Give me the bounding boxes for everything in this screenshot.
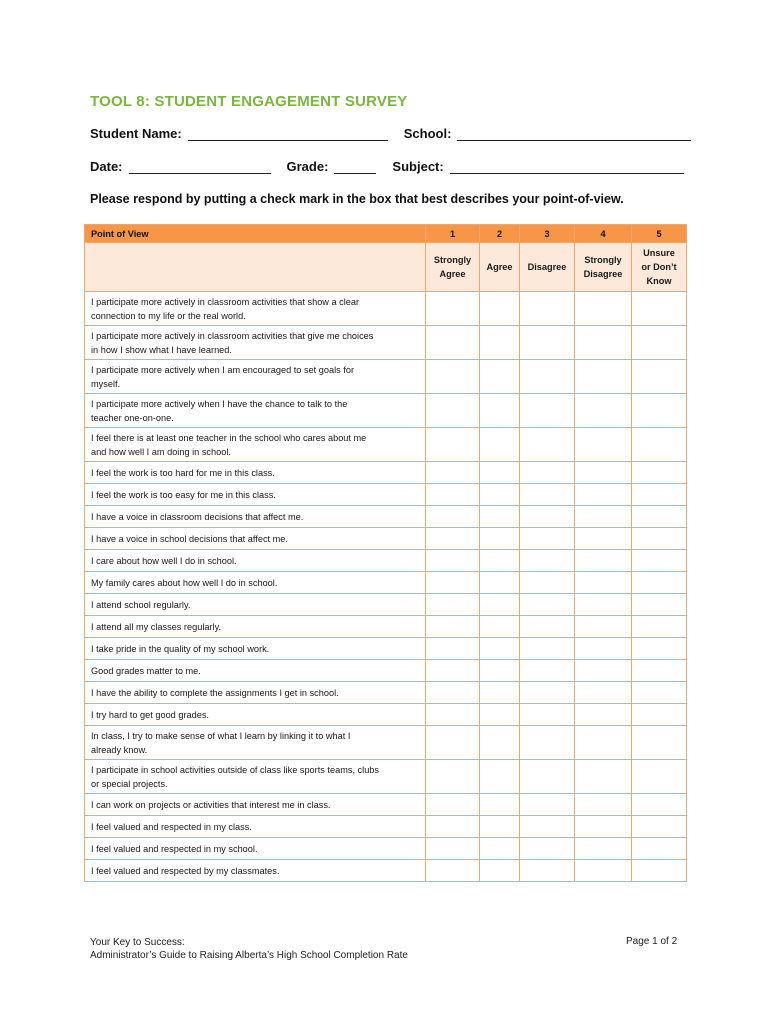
name-school-row [90,126,707,141]
checkbox-cell-4[interactable] [575,682,632,704]
table-row [85,292,687,326]
date-field[interactable] [129,159,271,174]
statement-line: teacher one-on-one. [91,412,174,423]
statement-text [85,816,426,838]
statement-line: I feel there is at least one teacher in the school who cares about me [91,432,367,443]
scale-label-5-line2: or Don’t [641,262,677,272]
checkbox-cell-3[interactable] [520,682,575,704]
checkbox-cell-1[interactable] [426,550,480,572]
checkbox-cell-5[interactable] [632,794,687,816]
statement-line: I participate more actively when I have the chance to talk to the [91,398,348,409]
statement-text [85,484,426,506]
checkbox-cell-3[interactable] [520,704,575,726]
checkbox-cell-1[interactable] [426,528,480,550]
checkbox-cell-1[interactable] [426,572,480,594]
table-row [85,360,687,394]
checkbox-cell-1[interactable] [426,682,480,704]
table-row [85,572,687,594]
checkbox-cell-5[interactable] [632,638,687,660]
checkbox-cell-5[interactable] [632,616,687,638]
checkbox-cell-5[interactable] [632,682,687,704]
student-name-field[interactable] [188,126,388,141]
checkbox-cell-2[interactable] [480,682,520,704]
checkbox-cell-4[interactable] [575,816,632,838]
checkbox-cell-3[interactable] [520,360,575,394]
scale-label-4-line1: Strongly [584,255,622,265]
statement-line: I take pride in the quality of my school work. [91,643,270,654]
checkbox-cell-5[interactable] [632,726,687,760]
checkbox-cell-5[interactable] [632,360,687,394]
checkbox-cell-2[interactable] [480,506,520,528]
statement-line: I feel the work is too hard for me in this class. [91,467,275,478]
checkbox-cell-2[interactable] [480,726,520,760]
checkbox-cell-3[interactable] [520,760,575,794]
checkbox-cell-2[interactable] [480,860,520,882]
scale-label-1-line2: Agree [439,269,466,279]
checkbox-cell-1[interactable] [426,484,480,506]
scale-label-spacer [85,243,426,292]
checkbox-cell-4[interactable] [575,484,632,506]
table-row [85,838,687,860]
checkbox-cell-4[interactable] [575,506,632,528]
statement-text [85,638,426,660]
table-row [85,326,687,360]
checkbox-cell-3[interactable] [520,660,575,682]
statement-text [85,292,426,326]
checkbox-cell-1[interactable] [426,638,480,660]
checkbox-cell-1[interactable] [426,660,480,682]
checkbox-cell-4[interactable] [575,794,632,816]
scale-number-3: 3 [520,225,575,243]
table-row [85,760,687,794]
checkbox-cell-5[interactable] [632,506,687,528]
checkbox-cell-1[interactable] [426,616,480,638]
checkbox-cell-3[interactable] [520,638,575,660]
checkbox-cell-1[interactable] [426,462,480,484]
checkbox-cell-2[interactable] [480,528,520,550]
checkbox-cell-3[interactable] [520,594,575,616]
survey-title: TOOL 8: STUDENT ENGAGEMENT SURVEY [90,93,408,110]
instructions-text: Please respond by putting a check mark in the box that best describes your point-of-view. [90,192,624,206]
checkbox-cell-4[interactable] [575,292,632,326]
table-row [85,794,687,816]
statement-line: I attend all my classes regularly. [91,621,222,632]
checkbox-cell-5[interactable] [632,760,687,794]
checkbox-cell-3[interactable] [520,528,575,550]
checkbox-cell-5[interactable] [632,838,687,860]
statement-text [85,794,426,816]
scale-number-4: 4 [575,225,632,243]
statement-text [85,860,426,882]
checkbox-cell-3[interactable] [520,860,575,882]
checkbox-cell-1[interactable] [426,816,480,838]
checkbox-cell-4[interactable] [575,704,632,726]
checkbox-cell-2[interactable] [480,704,520,726]
table-row [85,594,687,616]
scale-label-5-line1: Unsure [643,248,675,258]
table-row [85,484,687,506]
statement-text [85,428,426,462]
checkbox-cell-3[interactable] [520,394,575,428]
table-row [85,462,687,484]
page-number: Page 1 of 2 [626,936,678,947]
checkbox-cell-1[interactable] [426,394,480,428]
statement-line: myself. [91,378,121,389]
checkbox-cell-1[interactable] [426,326,480,360]
table-row [85,860,687,882]
footer-line2: Administrator’s Guide to Raising Alberta’s High School Completion Rate [90,950,408,961]
school-label: School: [403,126,452,141]
scale-label-2-line1: Agree [486,262,513,272]
checkbox-cell-2[interactable] [480,292,520,326]
checkbox-cell-3[interactable] [520,484,575,506]
scale-number-2: 2 [480,225,520,243]
checkbox-cell-5[interactable] [632,462,687,484]
statement-text [85,704,426,726]
table-row [85,394,687,428]
checkbox-cell-2[interactable] [480,462,520,484]
statement-text [85,726,426,760]
checkbox-cell-1[interactable] [426,838,480,860]
checkbox-cell-1[interactable] [426,292,480,326]
checkbox-cell-4[interactable] [575,360,632,394]
checkbox-cell-3[interactable] [520,292,575,326]
table-row [85,682,687,704]
checkbox-cell-4[interactable] [575,528,632,550]
scale-label-4 [575,243,632,292]
statement-line: I feel the work is too easy for me in this class. [91,489,276,500]
checkbox-cell-5[interactable] [632,484,687,506]
footer-credit [90,936,408,962]
statement-line: or special projects. [91,778,168,789]
checkbox-cell-5[interactable] [632,394,687,428]
checkbox-cell-1[interactable] [426,704,480,726]
checkbox-cell-5[interactable] [632,528,687,550]
checkbox-cell-4[interactable] [575,462,632,484]
student-name-label: Student Name: [90,126,182,141]
checkbox-cell-3[interactable] [520,550,575,572]
table-row [85,726,687,760]
table-row [85,528,687,550]
checkbox-cell-3[interactable] [520,726,575,760]
statement-text [85,394,426,428]
checkbox-cell-5[interactable] [632,660,687,682]
checkbox-cell-5[interactable] [632,704,687,726]
table-row [85,428,687,462]
statement-line: Good grades matter to me. [91,665,201,676]
checkbox-cell-3[interactable] [520,838,575,860]
statement-line: I feel valued and respected by my classmates. [91,865,280,876]
statement-text [85,360,426,394]
statement-line: and how well I am doing in school. [91,446,231,457]
statement-line: I try hard to get good grades. [91,709,209,720]
checkbox-cell-5[interactable] [632,572,687,594]
checkbox-cell-5[interactable] [632,326,687,360]
checkbox-cell-5[interactable] [632,860,687,882]
checkbox-cell-1[interactable] [426,506,480,528]
statement-line: In class, I try to make sense of what I learn by linking it to what I [91,730,351,741]
checkbox-cell-2[interactable] [480,550,520,572]
statement-line: I participate more actively when I am encouraged to set goals for [91,364,355,375]
statement-line: I have a voice in classroom decisions that affect me. [91,511,304,522]
checkbox-cell-3[interactable] [520,616,575,638]
statement-line: I can work on projects or activities that interest me in class. [91,799,331,810]
subject-field[interactable] [450,159,684,174]
table-row [85,550,687,572]
statement-text [85,550,426,572]
checkbox-cell-5[interactable] [632,292,687,326]
checkbox-cell-3[interactable] [520,794,575,816]
statement-text [85,682,426,704]
checkbox-cell-2[interactable] [480,760,520,794]
statement-text [85,660,426,682]
checkbox-cell-4[interactable] [575,428,632,462]
statement-text [85,572,426,594]
date-label: Date: [90,159,123,174]
scale-label-1 [426,243,480,292]
statement-line: I feel valued and respected in my class. [91,821,252,832]
checkbox-cell-4[interactable] [575,394,632,428]
subject-label: Subject: [392,159,444,174]
checkbox-cell-3[interactable] [520,506,575,528]
statement-line: I attend school regularly. [91,599,191,610]
checkbox-cell-2[interactable] [480,838,520,860]
checkbox-cell-1[interactable] [426,860,480,882]
statement-line: I participate more actively in classroom activities that give me choices [91,330,374,341]
statement-text [85,760,426,794]
checkbox-cell-2[interactable] [480,616,520,638]
checkbox-cell-1[interactable] [426,794,480,816]
statement-text [85,594,426,616]
checkbox-cell-3[interactable] [520,816,575,838]
statement-text [85,462,426,484]
statement-line: I have a voice in school decisions that affect me. [91,533,288,544]
statement-text [85,616,426,638]
checkbox-cell-4[interactable] [575,726,632,760]
checkbox-cell-2[interactable] [480,638,520,660]
checkbox-cell-2[interactable] [480,394,520,428]
checkbox-cell-2[interactable] [480,428,520,462]
checkbox-cell-2[interactable] [480,816,520,838]
statement-line: in how I show what I have learned. [91,344,232,355]
table-row [85,660,687,682]
footer-line1: Your Key to Success: [90,937,185,948]
statement-line: I participate in school activities outside of class like sports teams, clubs [91,764,380,775]
checkbox-cell-2[interactable] [480,484,520,506]
statement-line: I participate more actively in classroom activities that show a clear [91,296,360,307]
scale-number-1: 1 [426,225,480,243]
scale-label-3 [520,243,575,292]
table-row [85,638,687,660]
scale-label-2 [480,243,520,292]
scale-label-5 [632,243,687,292]
statement-text [85,528,426,550]
statement-line: I feel valued and respected in my school. [91,843,258,854]
scale-number-5: 5 [632,225,687,243]
table-row [85,506,687,528]
statement-text [85,838,426,860]
checkbox-cell-5[interactable] [632,816,687,838]
checkbox-cell-1[interactable] [426,760,480,794]
checkbox-cell-4[interactable] [575,594,632,616]
checkbox-cell-3[interactable] [520,428,575,462]
checkbox-cell-3[interactable] [520,572,575,594]
school-field[interactable] [457,126,691,141]
statement-line: My family cares about how well I do in school. [91,577,278,588]
scale-label-1-line1: Strongly [433,255,472,265]
checkbox-cell-4[interactable] [575,638,632,660]
checkbox-cell-3[interactable] [520,326,575,360]
checkbox-cell-4[interactable] [575,760,632,794]
checkbox-cell-1[interactable] [426,726,480,760]
scale-label-4-line2: Disagree [583,269,623,279]
table-row [85,704,687,726]
statement-line: connection to my life or the real world. [91,310,246,321]
statement-line: already know. [91,744,148,755]
checkbox-cell-3[interactable] [520,462,575,484]
table-row [85,616,687,638]
point-of-view-header: Point of View [85,225,426,243]
checkbox-cell-4[interactable] [575,572,632,594]
table-header-row [85,225,687,243]
grade-label: Grade: [286,159,329,174]
checkbox-cell-4[interactable] [575,860,632,882]
checkbox-cell-5[interactable] [632,428,687,462]
checkbox-cell-2[interactable] [480,594,520,616]
checkbox-cell-2[interactable] [480,660,520,682]
table-row [85,816,687,838]
checkbox-cell-4[interactable] [575,616,632,638]
checkbox-cell-2[interactable] [480,794,520,816]
statement-line: I care about how well I do in school. [91,555,237,566]
checkbox-cell-4[interactable] [575,550,632,572]
checkbox-cell-1[interactable] [426,428,480,462]
checkbox-cell-5[interactable] [632,594,687,616]
checkbox-cell-4[interactable] [575,326,632,360]
survey-table [84,224,687,882]
date-grade-subject-row [90,159,700,174]
checkbox-cell-1[interactable] [426,360,480,394]
checkbox-cell-4[interactable] [575,660,632,682]
checkbox-cell-2[interactable] [480,326,520,360]
checkbox-cell-2[interactable] [480,572,520,594]
checkbox-cell-4[interactable] [575,838,632,860]
grade-field[interactable] [334,159,376,174]
checkbox-cell-5[interactable] [632,550,687,572]
statement-text [85,506,426,528]
checkbox-cell-2[interactable] [480,360,520,394]
scale-label-row [85,243,687,292]
statement-text [85,326,426,360]
statement-line: I have the ability to complete the assignments I get in school. [91,687,339,698]
scale-label-3-line1: Disagree [527,262,567,272]
checkbox-cell-1[interactable] [426,594,480,616]
scale-label-5-line3: Know [646,276,672,286]
